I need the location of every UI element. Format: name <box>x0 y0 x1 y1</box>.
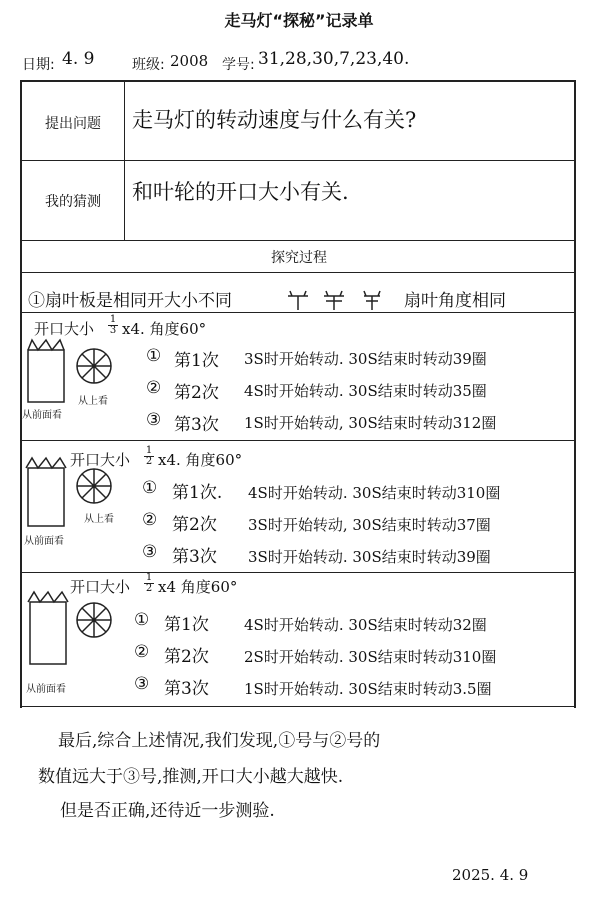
trial-3-result: 1S时开始转动. 30S结束时转动3.5圈 <box>244 680 492 698</box>
trial-1-number: ① <box>134 610 150 630</box>
trial-2-label: 第2次 <box>174 383 219 403</box>
section-divider <box>20 706 576 707</box>
trial-2-result: 4S时开始转动. 30S结束时转动35圈 <box>244 382 487 400</box>
note-line: ①扇叶板是相同开大小不同 <box>28 291 232 311</box>
trial-2-label: 第2次 <box>172 515 217 535</box>
trial-2-result: 2S时开始转动. 30S结束时转动310圈 <box>244 648 497 666</box>
lantern-front-view-sketch <box>22 586 72 670</box>
trial-1-result: 4S时开始转动. 30S结束时转动310圈 <box>248 484 501 502</box>
trial-3-number: ③ <box>146 410 162 430</box>
class-label: 班级: <box>132 57 165 73</box>
experiment-2-fraction: 1 2 <box>145 445 153 467</box>
experiment-3-fraction: 1 2 <box>145 572 153 594</box>
experiment-2-heading: 开口大小 <box>70 451 131 469</box>
lantern-top-view-sketch <box>74 346 114 386</box>
trial-3-number: ③ <box>142 542 158 562</box>
conclusion-line-1: 最后,综合上述情况,我们发现,①号与②号的 <box>58 731 381 751</box>
experiment-3-heading-tail: x4 角度60° <box>158 578 238 596</box>
experiment-1-fraction: 1 3 <box>109 314 117 336</box>
conclusion-line-2: 数值远大于③号,推测,开口大小越大越快. <box>38 767 344 787</box>
page-title: 走马灯“探秘”记录单 <box>224 11 374 30</box>
trial-1-label: 第1次 <box>164 615 209 635</box>
experiment-1-heading: 开口大小 <box>34 320 95 338</box>
process-label: 探究过程 <box>271 250 327 266</box>
class-value: 2008 <box>170 52 209 70</box>
trial-2-number: ② <box>142 510 158 530</box>
trial-2-result: 3S时开始转动, 30S结束时转动37圈 <box>248 516 491 534</box>
table-row-divider <box>20 240 576 241</box>
question-answer: 走马灯的转动速度与什么有关? <box>132 108 417 132</box>
trial-3-result: 3S时开始转动. 30S结束时转动39圈 <box>248 548 491 566</box>
trial-1-result: 4S时开始转动. 30S结束时转动32圈 <box>244 616 487 634</box>
trial-1-label: 第1次. <box>172 483 223 503</box>
date-value: 4. 9 <box>62 49 95 69</box>
note-line-tail: 扇叶角度相同 <box>404 291 506 311</box>
trial-1-number: ① <box>142 478 158 498</box>
trial-1-number: ① <box>146 346 162 366</box>
top-view-caption: 从上看 <box>78 396 108 407</box>
fan-sketches <box>286 288 386 312</box>
front-view-caption: 从前面看 <box>24 536 64 547</box>
lantern-top-view-sketch <box>74 466 114 506</box>
trial-3-label: 第3次 <box>174 415 219 435</box>
experiment-2-heading-tail: x4. 角度60° <box>158 451 243 469</box>
lantern-top-view-sketch <box>74 600 114 640</box>
section-divider <box>20 440 576 441</box>
lantern-front-view-sketch <box>22 336 72 406</box>
trial-2-number: ② <box>134 642 150 662</box>
date-label: 日期: <box>22 57 55 73</box>
section-divider <box>20 312 576 313</box>
trial-3-label: 第3次 <box>172 547 217 567</box>
top-view-caption: 从上看 <box>84 514 114 525</box>
trial-3-number: ③ <box>134 674 150 694</box>
experiment-3-heading: 开口大小 <box>70 578 131 596</box>
guess-answer: 和叶轮的开口大小有关. <box>132 180 349 204</box>
table-border-right <box>574 80 576 708</box>
student-id-value: 31,28,30,7,23,40. <box>258 49 410 69</box>
trial-2-label: 第2次 <box>164 647 209 667</box>
question-label: 提出问题 <box>45 116 101 132</box>
experiment-1-heading-tail: x4. 角度60° <box>122 320 207 338</box>
guess-label: 我的猜测 <box>45 194 101 210</box>
trial-2-number: ② <box>146 378 162 398</box>
table-border-top <box>20 80 576 82</box>
lantern-front-view-sketch <box>22 454 72 534</box>
table-row-divider <box>20 160 576 161</box>
trial-1-label: 第1次 <box>174 351 219 371</box>
front-view-caption: 从前面看 <box>22 410 62 421</box>
front-view-caption: 从前面看 <box>26 684 66 695</box>
section-divider <box>20 572 576 573</box>
trial-3-result: 1S时开始转动, 30S结束时转动312圈 <box>244 414 497 432</box>
trial-3-label: 第3次 <box>164 679 209 699</box>
trial-1-result: 3S时开始转动. 30S结束时转动39圈 <box>244 350 487 368</box>
signature-date: 2025. 4. 9 <box>452 866 529 884</box>
student-id-label: 学号: <box>222 57 255 73</box>
table-row-divider <box>20 272 576 273</box>
conclusion-line-3: 但是否正确,还待近一步测验. <box>60 801 275 821</box>
